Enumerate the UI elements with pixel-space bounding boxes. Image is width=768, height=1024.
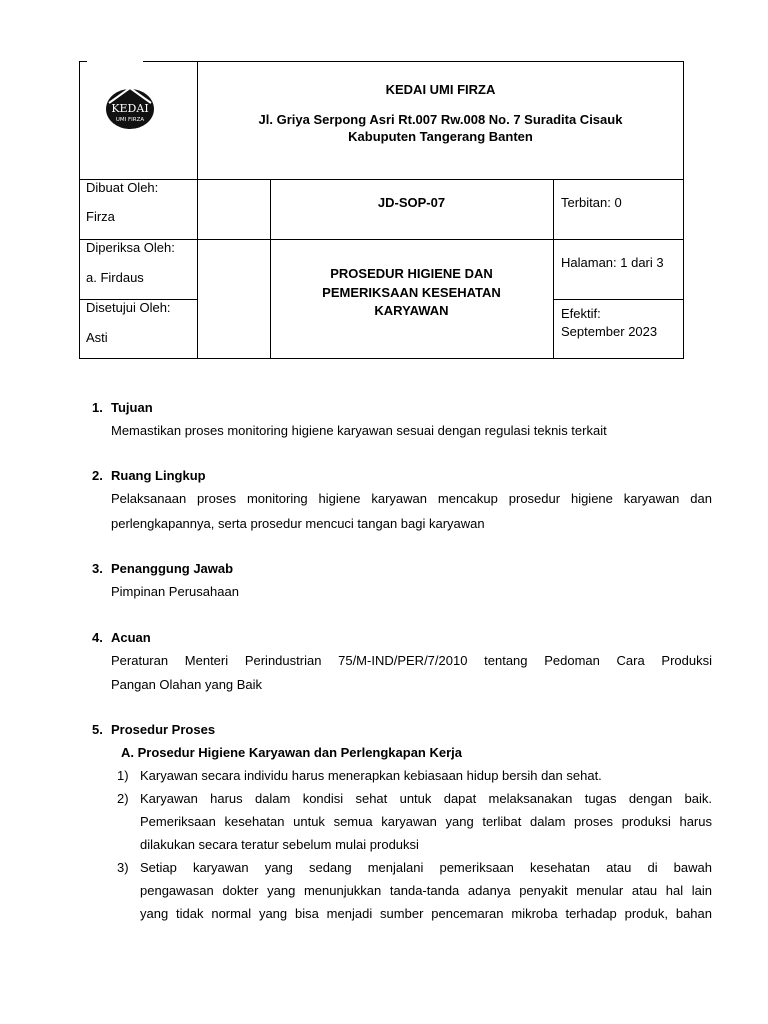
document-code: JD-SOP-07 (377, 195, 446, 210)
section-5-subsection-a: A. Prosedur Higiene Karyawan dan Perlengkapan Kerja (121, 745, 463, 760)
diperiksa-label: Diperiksa Oleh: (86, 240, 175, 255)
section-4-title: Acuan (111, 630, 151, 645)
item-2-line3: dilakukan secara teratur sebelum mulai produksi (140, 837, 419, 852)
dibuat-label: Dibuat Oleh: (86, 180, 159, 195)
item-2-line2: Pemeriksaan kesehatan untuk semua karyawan yang terlibat dalam proses produksi harus (140, 814, 712, 829)
document-title-line2: PEMERIKSAAN KESEHATAN (322, 285, 501, 300)
section-5-number: 5. (92, 722, 103, 737)
dibuat-value: Firza (86, 209, 115, 224)
section-4-number: 4. (92, 630, 103, 645)
halaman-text: Halaman: 1 dari 3 (561, 255, 664, 270)
document-title-line1: PROSEDUR HIGIENE DAN (330, 266, 493, 281)
item-1-number: 1) (117, 768, 129, 783)
terbitan-text: Terbitan: 0 (561, 195, 622, 210)
item-1-line1: Karyawan secara individu harus menerapkan kebiasaan hidup bersih dan sehat. (140, 768, 602, 783)
section-2-number: 2. (92, 468, 103, 483)
section-3-title: Penanggung Jawab (111, 561, 234, 576)
disetujui-label: Disetujui Oleh: (86, 300, 171, 315)
section-4-line2: Pangan Olahan yang Baik (111, 677, 263, 692)
document-title-line3: KARYAWAN (374, 303, 449, 318)
section-2-title: Ruang Lingkup (111, 468, 206, 483)
item-2-line1: Karyawan harus dalam kondisi sehat untuk dapat melaksanakan tugas dengan baik. (140, 791, 712, 806)
item-3-line3: yang tidak normal yang bisa menjadi sumber pencemaran mikroba terhadap produk, bahan (140, 906, 712, 921)
logo-text-main: KEDAI (111, 102, 149, 115)
section-5-title: Prosedur Proses (111, 722, 216, 737)
company-address-line2: Kabuputen Tangerang Banten (348, 129, 533, 144)
logo-text-sub: UMI FIRZA (115, 117, 145, 123)
section-1-body: Memastikan proses monitoring higiene karyawan sesuai dengan regulasi teknis terkait (111, 423, 607, 438)
section-2-line1: Pelaksanaan proses monitoring higiene karyawan mencakup prosedur higiene karyawan dan (111, 491, 712, 506)
section-3-body: Pimpinan Perusahaan (111, 584, 239, 599)
section-2-line2: perlengkapannya, serta prosedur mencuci tangan bagi karyawan (111, 516, 485, 531)
section-3-number: 3. (92, 561, 103, 576)
company-name: KEDAI UMI FIRZA (385, 82, 496, 97)
item-2-number: 2) (117, 791, 129, 806)
company-address-line1: Jl. Griya Serpong Asri Rt.007 Rw.008 No. 7 Suradita Cisauk (258, 112, 623, 127)
item-3-line2: pengawasan dokter yang menunjukkan tanda-tanda adanya penyakit menular atau hal lain (140, 883, 712, 898)
section-1-title: Tujuan (111, 400, 153, 415)
disetujui-value: Asti (86, 330, 108, 345)
item-3-number: 3) (117, 860, 129, 875)
diperiksa-value: a. Firdaus (86, 270, 144, 285)
item-3-line1: Setiap karyawan yang sedang menjalani pemeriksaan kesehatan atau di bawah (140, 860, 712, 875)
section-1-number: 1. (92, 400, 103, 415)
efektif-label: Efektif: (561, 306, 601, 321)
efektif-value: September 2023 (561, 324, 658, 339)
section-4-line1: Peraturan Menteri Perindustrian 75/M-IND/PER/7/2010 tentang Pedoman Cara Produksi (111, 653, 712, 668)
